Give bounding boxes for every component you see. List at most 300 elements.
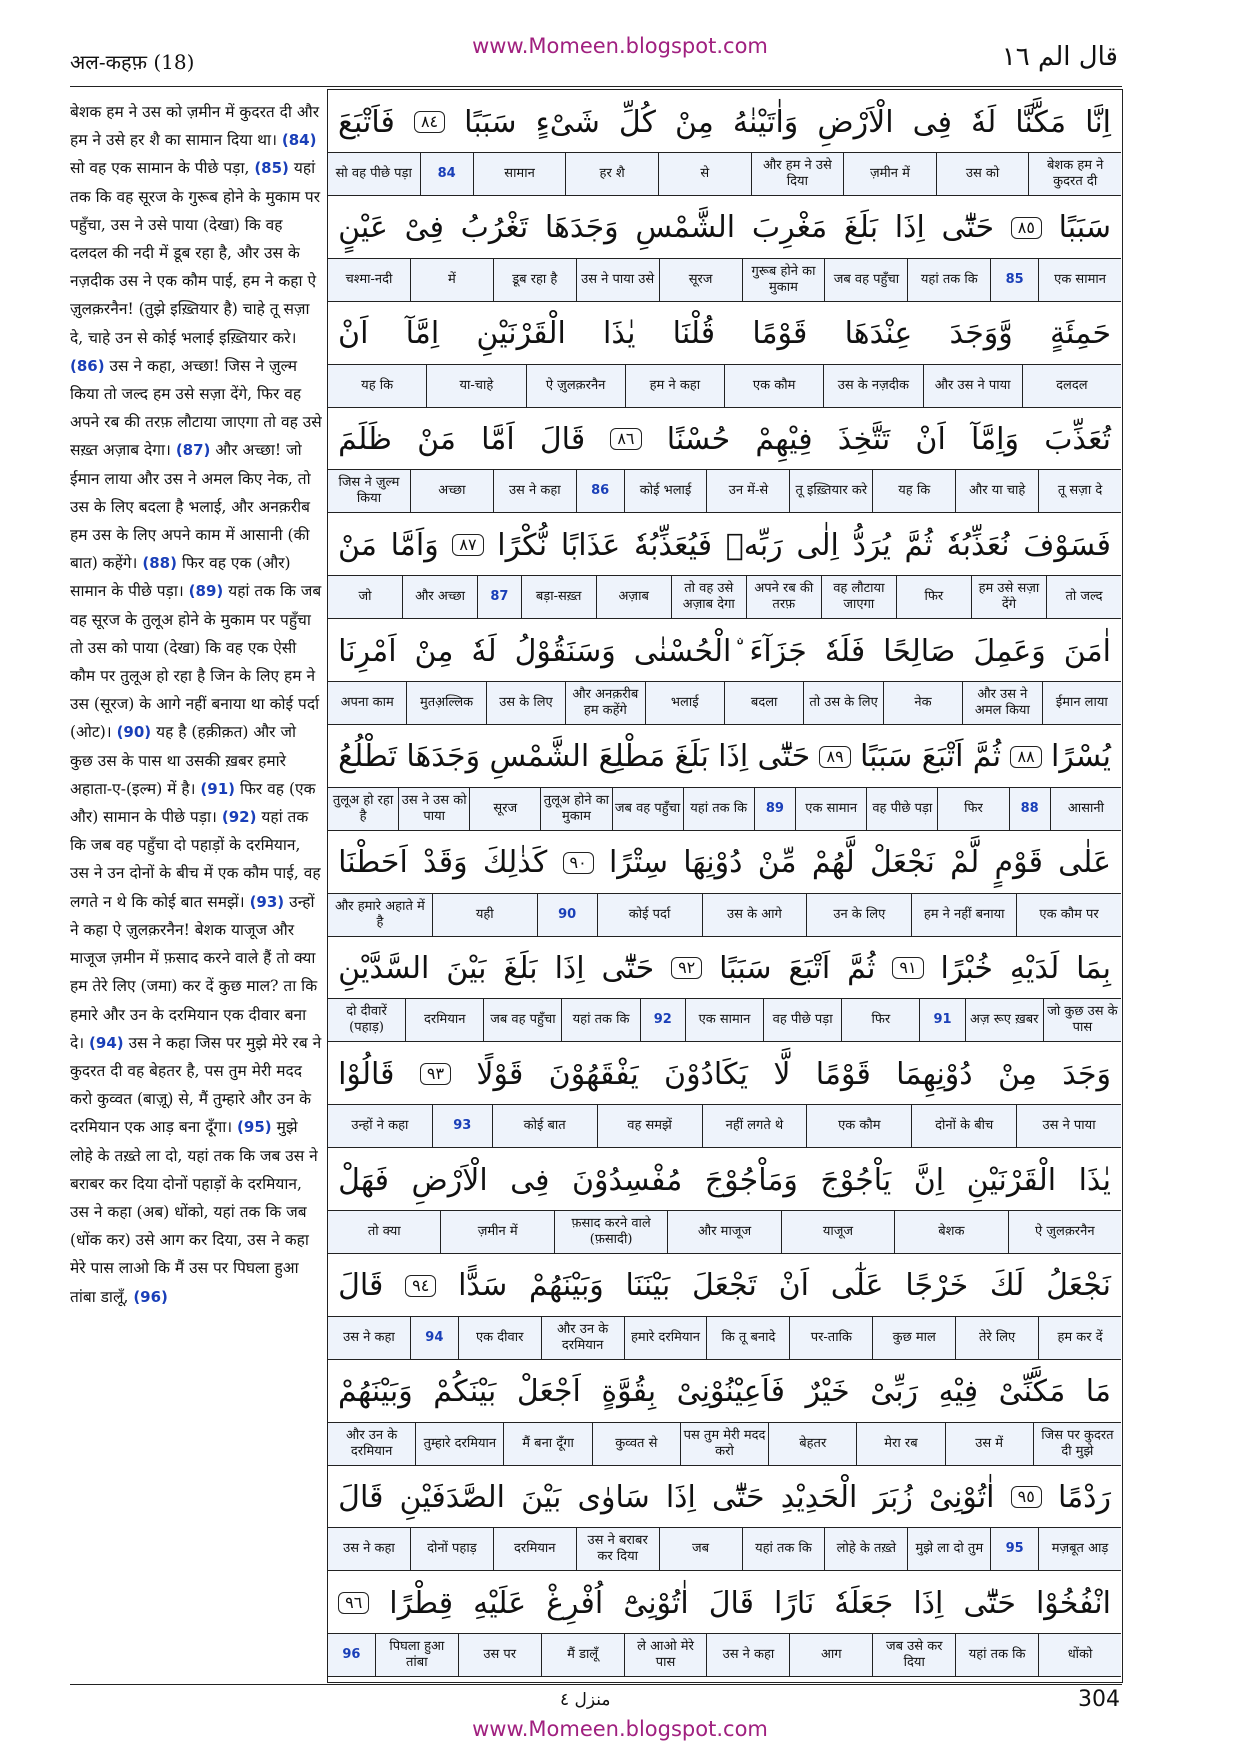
arabic-word: اِذَا	[913, 1585, 944, 1621]
arabic-word: وَقَدْ	[423, 845, 468, 881]
arabic-verse-line	[328, 621, 1121, 681]
arabic-word: اِذَا	[894, 210, 925, 246]
arabic-word: بَيْنَ	[446, 950, 487, 986]
ayah-marker: ٩٤	[405, 1275, 436, 1297]
translation-cell: आसानी	[1050, 788, 1121, 830]
translation-cell: यहां तक कि	[907, 259, 990, 301]
translation-cell: और उन के दरमियान	[346, 1427, 398, 1459]
ayah-number: (87)	[175, 441, 211, 460]
translation-cell: और माजूज	[667, 1211, 780, 1253]
translation-cell: एक सामान	[1038, 259, 1121, 301]
translation-cell: सूरज	[659, 259, 742, 301]
translation-cell: ऐ ज़ुलक़रनैन	[526, 365, 625, 407]
translation-cell: पिघला हुआ तांबा	[375, 1634, 458, 1676]
arabic-word: ثُمَّ	[847, 950, 876, 986]
footer-rule	[70, 1684, 1122, 1685]
translation-cell: मुझे ला दो तुम	[907, 1528, 990, 1570]
translation-row	[328, 258, 1121, 302]
translation-cell: या-चाहे	[426, 365, 525, 407]
arabic-word: يٰذَا	[1078, 1162, 1111, 1198]
commentary-text: उस ने कहा, अच्छा! जिस ने ज़ुल्म किया तो जल्द हम उसे सज़ा देंगे, फिर वह अपने रब की तरफ़ लौटाया जाएगा तो वह उसे सख़्त अज़ाब देगा।	[70, 356, 322, 460]
arabic-word: قَوْمٍ	[994, 845, 1043, 881]
translation-cell: मैं डालूँ	[541, 1634, 624, 1676]
translation-cell: जब	[659, 1528, 742, 1570]
ayah-number-cell: 91	[919, 999, 964, 1041]
translation-cell: और उस ने पाया	[923, 365, 1022, 407]
translation-cell: जब वह पहुँचा	[483, 999, 561, 1041]
arabic-word: فِى	[510, 1162, 550, 1198]
arabic-word: عَلٰٓى	[830, 1268, 884, 1304]
arabic-word: لَّا	[773, 1056, 791, 1092]
translation-cell: तो वह उसे अज़ाब देगा	[671, 576, 746, 618]
arabic-word: قَالَ	[708, 1585, 755, 1621]
arabic-word: تُعَذِّبَ	[1044, 421, 1111, 457]
arabic-word: سَدًّا	[458, 1268, 508, 1304]
arabic-word: قَالَ	[338, 1479, 384, 1515]
translation-cell: बेशक	[894, 1211, 1007, 1253]
translation-cell: जब उसे कर दिया	[872, 1634, 955, 1676]
header-rule	[70, 86, 1122, 87]
translation-row	[328, 575, 1121, 619]
translation-cell: उस ने उस को पाया	[398, 788, 469, 830]
translation-cell: जब वह पहुँचा	[612, 788, 683, 830]
arabic-word: لَدَيْهِ	[1009, 950, 1060, 986]
manzil-label: منزل ٤	[560, 1690, 611, 1710]
arabic-word: وَجَدَ	[1062, 1056, 1111, 1092]
arabic-word: زُبَرَ	[873, 1479, 913, 1515]
translation-cell: और या चाहे	[955, 470, 1038, 512]
translation-cell: उस ने कहा	[706, 1634, 789, 1676]
translation-cell: कोई बात	[492, 1105, 597, 1147]
arabic-word: لَكَ	[989, 1268, 1025, 1304]
translation-cell: उस में	[945, 1423, 1033, 1465]
arabic-word: تَطْلُعُ	[338, 739, 397, 775]
arabic-word: جَزَآءَ	[749, 633, 807, 669]
arabic-word: السَّدَّيْنِ	[338, 950, 430, 986]
arabic-verse-line	[328, 833, 1121, 893]
arabic-word: اَنْ	[778, 1268, 809, 1304]
surah-title: अल-कहफ़ (18)	[70, 50, 195, 74]
translation-cell: बड़ा-सख़्त	[521, 576, 596, 618]
arabic-word: الْقَرْنَيْنِ	[966, 1162, 1057, 1198]
arabic-word: خَيْرٌ	[805, 1374, 850, 1410]
translation-cell: अपने रब की तरफ़	[746, 576, 821, 618]
translation-cell: ईमान लाया	[1042, 682, 1121, 724]
arabic-word: مَكَّنَّا	[1015, 104, 1067, 140]
arabic-verse-line	[328, 1467, 1121, 1527]
arabic-word: مَنْ	[417, 421, 456, 457]
arabic-word: قَوْمًا	[815, 1056, 871, 1092]
arabic-word: قُلْنَا	[672, 316, 716, 352]
arabic-word: اَنْ	[338, 316, 369, 352]
translation-cell: दोनों के बीच	[911, 1105, 1016, 1147]
arabic-word: عِنْدَهَا	[844, 316, 913, 352]
arabic-word: حَمِئَةٍ	[1049, 316, 1111, 352]
translation-cell: कि तू बनादे	[706, 1317, 789, 1359]
translation-cell: यहां तक कि	[955, 1634, 1038, 1676]
arabic-word: فَلَهٗ	[824, 633, 866, 669]
translation-cell: हर शै	[565, 153, 658, 195]
arabic-word: عَلَيْهِ	[473, 1585, 527, 1621]
translation-cell: जब वह पहुँचा	[824, 259, 907, 301]
translation-cell: कोई भलाई	[624, 470, 707, 512]
translation-cell: तो क्या	[367, 1224, 401, 1239]
arabic-word: قَالَ	[338, 1268, 384, 1304]
arabic-word: الْحَدِيْدِ	[780, 1479, 858, 1515]
translation-cell: और हमारे अहाते में है	[335, 898, 425, 930]
translation-cell: मैं बना दूँगा	[503, 1423, 591, 1465]
arabic-word: وَجَدَهَا	[406, 739, 481, 775]
translation-cell: हम ने नहीं बनाया	[911, 894, 1016, 936]
arabic-word: شَىْءٍ	[535, 104, 600, 140]
translation-cell: अपना काम	[340, 695, 394, 710]
ayah-number-cell: 93	[432, 1105, 492, 1147]
ayah-number: (93)	[249, 892, 285, 911]
translation-cell: जिस ने ज़ुल्म किया	[338, 475, 400, 507]
translation-cell: नहीं लगते थे	[702, 1105, 807, 1147]
arabic-word: رَبِّهٖ	[725, 527, 783, 563]
arabic-word: اَجْعَلْ	[516, 1374, 581, 1410]
site-watermark-top: www.Momeen.blogspot.com	[472, 34, 768, 58]
commentary-text: फिर वह एक (और) सामान के पीछे पड़ा।	[70, 554, 291, 601]
arabic-word: يَاْجُوْجَ	[820, 1162, 892, 1198]
arabic-word: قَالَ	[539, 421, 586, 457]
arabic-word: اُفْرِغْ	[546, 1585, 604, 1621]
arabic-word: سِتْرًا	[608, 845, 669, 881]
arabic-word: اِذَا	[718, 739, 749, 775]
ayah-number: (84)	[281, 131, 317, 150]
arabic-word: الشَّمْسِ	[635, 210, 736, 246]
translation-cell: जो	[358, 589, 372, 605]
arabic-word: عَيْنٍ	[338, 210, 388, 246]
arabic-word: اَمْرِنَا	[338, 633, 397, 669]
translation-cell: फिर	[937, 788, 1008, 830]
translation-cell: तो जल्द	[1046, 576, 1121, 618]
translation-cell: यही	[432, 894, 537, 936]
translation-cell: याजूज	[781, 1211, 894, 1253]
translation-cell: उस पर	[458, 1634, 541, 1676]
arabic-word: وَّوَجَدَ	[949, 316, 1013, 352]
arabic-word: مَا	[1085, 1374, 1111, 1410]
arabic-word: مَطْلِعَ	[598, 739, 666, 775]
arabic-word: خُبْرًا	[940, 950, 993, 986]
commentary-text: बेशक हम ने उस को ज़मीन में कुदरत दी और हम ने उसे हर शै का सामान दिया था।	[70, 103, 320, 150]
translation-row	[328, 893, 1121, 937]
translation-row	[328, 152, 1121, 196]
site-watermark-bottom: www.Momeen.blogspot.com	[472, 1717, 768, 1741]
arabic-word: حَتّٰٓى	[963, 1585, 1016, 1621]
ayah-number-cell: 86	[576, 470, 624, 512]
ayah-marker: ٩١	[892, 957, 923, 979]
translation-row	[328, 1104, 1121, 1148]
translation-cell: ज़मीन में	[843, 153, 936, 195]
translation-cell: एक सामान	[685, 999, 763, 1041]
translation-cell: से	[658, 153, 751, 195]
arabic-word: دُوْنِهِمَا	[896, 1056, 973, 1092]
translation-cell: हम ने कहा	[625, 365, 724, 407]
arabic-word: مِنْ	[674, 104, 714, 140]
ayah-number-cell: 90	[537, 894, 597, 936]
ayah-number: (86)	[70, 356, 105, 375]
arabic-verse-line	[328, 1362, 1121, 1422]
arabic-word: فَاَعِيْنُوْنِىْ	[676, 1374, 786, 1410]
arabic-word: اَنْ	[915, 421, 946, 457]
ayah-number: (88)	[142, 554, 177, 573]
arabic-word: الصَّدَفَيْنِ	[399, 1479, 505, 1515]
arabic-word: وَبَيْنَهُمْ	[529, 1268, 604, 1304]
translation-cell: उस के नज़दीक	[823, 365, 922, 407]
arabic-word: ثُمَّ	[904, 527, 933, 563]
translation-cell: फ़साद करने वाले (फ़सादी)	[554, 1211, 667, 1253]
arabic-word: بِمَا	[1076, 950, 1111, 986]
translation-row	[328, 1527, 1121, 1571]
arabic-word: فَهَلْ	[338, 1162, 389, 1198]
arabic-word: يَفْقَهُوْنَ	[548, 1056, 639, 1092]
arabic-word: بَلَغَ	[674, 739, 709, 775]
translation-cell: दलदल	[1022, 365, 1121, 407]
arabic-word: قَوْلًا	[476, 1056, 524, 1092]
translation-cell: वह पीछे पड़ा	[866, 788, 937, 830]
translation-cell: फिर	[841, 999, 919, 1041]
arabic-word: اٰمَنَ	[1063, 633, 1111, 669]
arabic-word: مَكَّنِّىْ	[998, 1374, 1066, 1410]
ayah-number-cell: 87	[477, 576, 521, 618]
translation-row	[328, 1316, 1121, 1360]
translation-cell: हम उसे सज़ा देंगे	[971, 576, 1046, 618]
translation-cell: उस ने कहा	[343, 1329, 395, 1345]
commentary-text: उस ने कहा जिस पर मुझे मेरे रब ने कुदरत दी वह बेहतर है, पस तुम मेरी मदद करो कुव्वत (बाज़ू) से, मैं तुम्हारे और उन के दरमियान एक आड़ बना दूँगा।	[70, 1033, 322, 1137]
arabic-word: وَاَمَّا	[390, 527, 439, 563]
arabic-word: الشَّمْسِ	[489, 739, 590, 775]
arabic-word: اَتْبَعَ	[788, 950, 831, 986]
arabic-word: مَنْ	[338, 527, 377, 563]
arabic-word: سَبَبًا	[860, 739, 913, 775]
translation-cell: ऐ ज़ुलक़रनैन	[1008, 1211, 1121, 1253]
arabic-word: وَاٰتَيْنٰهُ	[732, 104, 799, 140]
arabic-verse-line	[328, 198, 1121, 258]
ayah-marker: ٨٧	[452, 534, 483, 556]
ayah-number-cell: 95	[990, 1528, 1038, 1570]
arabic-word: لَهٗ	[471, 633, 497, 669]
arabic-word: اِمَّآ	[405, 316, 440, 352]
translation-cell: उस ने कहा	[493, 470, 576, 512]
ayah-marker: ٨٩	[819, 746, 850, 768]
commentary-text: मुझे लोहे के तख़्ते ला दो, यहां तक कि जब उस ने बराबर कर दिया दोनों पहाड़ों के दरमियान, उस ने कहा (अब) धोंको, यहां तक कि जब (धोंक कर) उसे आग कर दिया, उस ने कहा मेरे पास लाओ कि मैं उस पर पिघला हुआ तांबा डालूँ,	[70, 1118, 318, 1306]
arabic-word: بَلَغَ	[503, 950, 538, 986]
translation-cell: सूरज	[469, 788, 540, 830]
translation-cell: तू सज़ा दे	[1038, 470, 1121, 512]
translation-cell: गुरूब होने का मुकाम	[742, 259, 825, 301]
arabic-word: حَتّٰٓى	[711, 1479, 765, 1515]
arabic-word: يٰذَا	[603, 316, 636, 352]
translation-cell: ज़मीन में	[440, 1211, 553, 1253]
translation-cell: यह कि	[872, 470, 955, 512]
arabic-word: قَالُوْا	[338, 1056, 395, 1092]
commentary-text: यह है (हक़ीक़त) और जो कुछ उस के पास था उसकी ख़बर हमारे अहाता-ए-(इल्म) में है।	[70, 723, 296, 798]
arabic-word: كُلِّ	[618, 104, 656, 140]
arabic-word: بَيْنَ	[521, 1479, 562, 1515]
ayah-number: (90)	[116, 723, 152, 742]
arabic-word: بَيْنَكُمْ	[433, 1374, 497, 1410]
arabic-word: يُسْرًا	[1051, 739, 1111, 775]
arabic-word: حَتّٰٓى	[757, 739, 811, 775]
translation-cell: धोंको	[1038, 1634, 1121, 1676]
translation-cell: हमारे दरमियान	[624, 1317, 707, 1359]
ayah-marker: ٨٦	[610, 428, 641, 450]
commentary-text: फिर वह (एक और) सामान के पीछे पड़ा।	[70, 779, 316, 827]
arabic-word: قِطْرًا	[389, 1585, 454, 1621]
translation-cell: पस तुम मेरी मदद करो	[680, 1423, 768, 1465]
translation-cell: भलाई	[645, 682, 724, 724]
translation-cell: जिस पर कुदरत दी मुझे	[1033, 1423, 1121, 1465]
translation-cell: अज़ रूए ख़बर	[965, 999, 1043, 1041]
arabic-word: فَسَوْفَ	[1023, 527, 1111, 563]
translation-row	[328, 364, 1121, 408]
arabic-word: دُوْنِهَا	[683, 845, 743, 881]
commentary-text: सो वह एक सामान के पीछे पड़ा,	[70, 159, 250, 178]
translation-row	[328, 1422, 1121, 1466]
translation-cell: आग	[789, 1634, 872, 1676]
translation-cell: तुलूअ हो रहा है	[332, 792, 394, 824]
arabic-word: لَّهُمْ	[811, 845, 855, 881]
arabic-word: فَاَتْبَعَ	[338, 104, 395, 140]
translation-cell: पर-ताकि	[789, 1317, 872, 1359]
translation-cell: उन्हों ने कहा	[351, 1118, 409, 1134]
translation-cell: उस ने पाया उसे	[576, 259, 659, 301]
arabic-word: اٰتُوْنِىْٓ	[623, 1585, 689, 1621]
arabic-word: رَبِّىْ	[870, 1374, 919, 1410]
arabic-word: اٰتُوْنِىْ	[928, 1479, 995, 1515]
arabic-word: يَكَادُوْنَ	[664, 1056, 748, 1092]
translation-cell: यह कि	[361, 377, 394, 393]
translation-cell: मज़बूत आड़	[1038, 1528, 1121, 1570]
ayah-marker: ٨٤	[414, 111, 445, 133]
translation-cell: वह पीछे पड़ा	[763, 999, 841, 1041]
ayah-number: (92)	[221, 808, 257, 827]
translation-cell: तो उस के लिए	[803, 682, 882, 724]
arabic-word: اَحَطْنَا	[338, 845, 408, 881]
ayah-number: (89)	[188, 582, 224, 601]
translation-cell: बदला	[724, 682, 803, 724]
commentary-text: यहां तक कि जब वह पहुँचा दो पहाड़ों के दरमियान, उस ने उन दोनों के बीच में एक कौम पाई, वह लगते न थे कि कोई बात समझें।	[70, 808, 321, 911]
translation-cell: यहां तक कि	[683, 788, 754, 830]
translation-cell: फिर	[896, 576, 971, 618]
translation-cell: ले आओ मेरे पास	[624, 1634, 707, 1676]
arabic-word: رَدْمًا	[1057, 1479, 1111, 1515]
verse-grid	[327, 89, 1123, 1683]
translation-cell: यहां तक कि	[561, 999, 639, 1041]
translation-cell: कुछ माल	[872, 1317, 955, 1359]
translation-cell: उन में-से	[706, 470, 789, 512]
arabic-word: سَاوٰى	[577, 1479, 650, 1515]
arabic-word: نَجْعَلُ	[1046, 1268, 1111, 1304]
arabic-word: اِذَا	[665, 1479, 696, 1515]
translation-cell: उस ने कहा	[343, 1541, 395, 1557]
translation-cell: और उन के दरमियान	[541, 1317, 624, 1359]
ayah-number: (85)	[254, 159, 289, 178]
translation-cell: उस के लिए	[486, 682, 565, 724]
para-title: قال الم ١٦	[1001, 42, 1118, 72]
arabic-word: اِلٰى	[796, 527, 839, 563]
arabic-word: سَبَبًا	[719, 950, 772, 986]
arabic-word: اِنَّا	[1085, 104, 1111, 140]
arabic-verse-line	[328, 1044, 1121, 1104]
arabic-word: مَغْرِبَ	[751, 210, 828, 246]
translation-cell: दरमियान	[493, 1528, 576, 1570]
commentary-text: उन्हों ने कहा ऐ ज़ुलक़रनैन! बेशक याजूज और माजूज ज़मीन में फ़साद करने वाले हैं तो क्या हम तेरे लिए (जमा) कर दें कुछ माल? ता कि हमारे और उन के दरमियान एक दीवार बना दे।	[70, 892, 318, 1052]
arabic-word: عَذَابًا	[560, 527, 621, 563]
arabic-word: كَذٰلِكَ	[482, 845, 548, 881]
arabic-verse-line	[328, 515, 1121, 575]
translation-cell: सामान	[473, 153, 566, 195]
arabic-word: حَتّٰٓى	[941, 210, 995, 246]
arabic-word: نُعَذِّبُهٗ	[946, 527, 1010, 563]
arabic-word: ۨالْحُسْنٰى	[633, 633, 732, 669]
ayah-number-cell: 92	[640, 999, 685, 1041]
arabic-word: وَسَنَقُوْلُ	[514, 633, 616, 669]
translation-cell: दो दीवारें (पहाड़)	[346, 1004, 387, 1036]
translation-cell: जो कुछ उस के पास	[1043, 999, 1121, 1041]
translation-row	[328, 469, 1121, 513]
ayah-number-cell: 84	[420, 153, 473, 195]
translation-cell: और उस ने अमल किया	[962, 682, 1041, 724]
arabic-word: صَالِحًا	[883, 633, 956, 669]
translation-cell: में	[410, 259, 493, 301]
translation-cell: एक कौम	[806, 1105, 911, 1147]
ayah-number-cell: 94	[410, 1317, 458, 1359]
arabic-verse-line	[328, 92, 1121, 152]
ayah-number: (94)	[89, 1033, 124, 1052]
translation-cell: तुम्हारे दरमियान	[415, 1423, 503, 1465]
commentary-text: यहां तक कि वह सूरज के गुरूब होने के मुकाम पर पहुँचा, उस ने उसे पाया (देखा) कि वह दलदल की नदी में डूब रहा है, और उस के नज़दीक उस ने एक कौम पाई, हम ने कहा ऐ ज़ुलक़रनैन! (तुझे इख़्तियार है) चाहे तू सज़ा दे, चाहे उन से कोई भलाई इख़्तियार करे।	[70, 159, 321, 347]
arabic-word: اِنَّ	[913, 1162, 945, 1198]
translation-cell: यहां तक कि	[742, 1528, 825, 1570]
arabic-word: نَارًا	[774, 1585, 815, 1621]
translation-row	[328, 681, 1121, 725]
arabic-word: جَعَلَهٗ	[834, 1585, 894, 1621]
translation-cell: उस के आगे	[702, 894, 807, 936]
arabic-verse-line	[328, 304, 1121, 364]
ayah-marker: ٨٥	[1011, 217, 1042, 239]
translation-cell: चश्मा-नदी	[345, 271, 393, 287]
ayah-marker: ٩٢	[671, 957, 702, 979]
arabic-word: حُسْنًا	[666, 421, 731, 457]
arabic-word: تَغْرُبُ	[460, 210, 529, 246]
arabic-word: بِقُوَّةٍ	[601, 1374, 657, 1410]
translation-cell: बेहतर	[768, 1423, 856, 1465]
arabic-word: الْقَرْنَيْنِ	[476, 316, 566, 352]
translation-cell: मुतअ़ल्लिक	[406, 682, 485, 724]
arabic-word: وَاِمَّآ	[970, 421, 1020, 457]
translation-cell: डूब रहा है	[493, 259, 576, 301]
translation-cell: उन के लिए	[806, 894, 911, 936]
ayah-number: (95)	[237, 1118, 272, 1137]
arabic-word: ثُمَّ	[972, 739, 1002, 775]
translation-cell: मेरा रब	[856, 1423, 944, 1465]
arabic-verse-line	[328, 1573, 1121, 1633]
translation-cell: अच्छा	[410, 470, 493, 512]
translation-cell: तुलूअ होने का मुकाम	[540, 788, 611, 830]
translation-cell: सो वह पीछे पड़ा	[335, 166, 412, 181]
ayah-marker: ٩٠	[563, 852, 594, 874]
translation-cell: तू इख़्तियार करे	[789, 470, 872, 512]
translation-cell: कुव्वत से	[592, 1423, 680, 1465]
arabic-word: فِىْ	[404, 210, 444, 246]
arabic-word: عَلٰى	[1058, 845, 1111, 881]
arabic-word: وَجَدَهَا	[544, 210, 619, 246]
arabic-word: حَتّٰٓى	[601, 950, 655, 986]
arabic-word: لَّمْ	[950, 845, 980, 881]
